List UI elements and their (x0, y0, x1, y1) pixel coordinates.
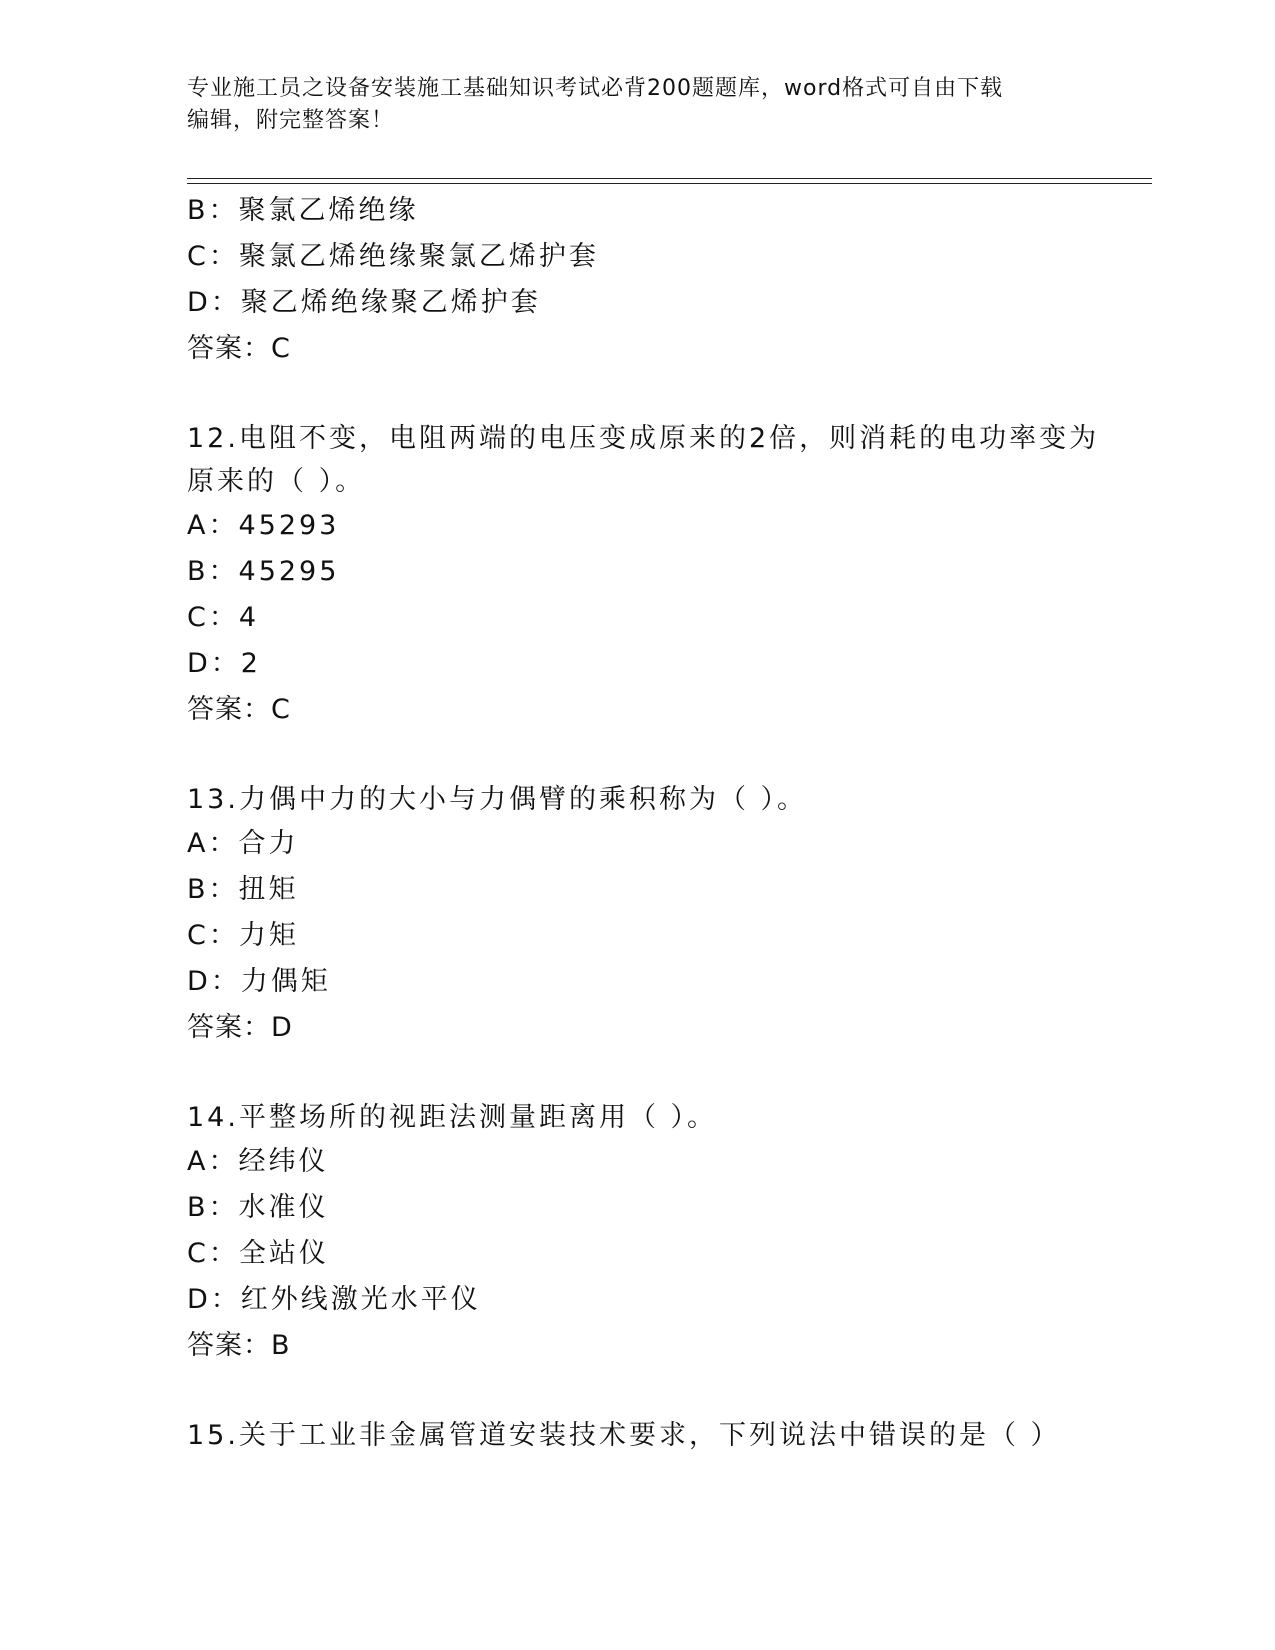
option-c: C：全站仪 (187, 1238, 329, 1269)
question-stem-line-1: 12.电阻不变，电阻两端的电压变成原来的2倍，则消耗的电功率变为 (187, 423, 1100, 454)
header-title-line-2: 编辑，附完整答案！ (187, 108, 395, 133)
question-15 (187, 1414, 1167, 1457)
header-divider-top (187, 178, 1152, 179)
spacer (187, 372, 1167, 417)
document-header (187, 73, 1087, 137)
spacer (187, 1369, 1167, 1414)
answer-line: 答案：C (187, 333, 291, 364)
question-12 (187, 417, 1167, 733)
option-a: A：45293 (187, 510, 340, 541)
answer-line: 答案：D (187, 1012, 293, 1043)
spacer (187, 733, 1167, 778)
question-14 (187, 1096, 1167, 1369)
option-d: D：2 (187, 648, 261, 679)
question-stem-line-2: 原来的（ ）。 (187, 466, 366, 497)
option-c: C：聚氯乙烯绝缘聚氯乙烯护套 (187, 241, 599, 272)
option-b: B：45295 (187, 556, 340, 587)
option-a: A：合力 (187, 828, 299, 859)
question-list (187, 188, 1167, 1457)
question-stem: 14.平整场所的视距法测量距离用（ ）。 (187, 1102, 718, 1133)
question-stem: 15.关于工业非金属管道安装技术要求，下列说法中错误的是（ ） (187, 1420, 1061, 1451)
header-divider-bottom (187, 183, 1152, 184)
spacer (187, 1051, 1167, 1096)
option-b: B：水准仪 (187, 1192, 329, 1223)
option-c: C：4 (187, 602, 260, 633)
answer-line: 答案：C (187, 694, 291, 725)
option-a: A：经纬仪 (187, 1146, 329, 1177)
header-title-line-1: 专业施工员之设备安装施工基础知识考试必背200题题库，word格式可自由下载 (187, 76, 1004, 101)
option-c: C：力矩 (187, 920, 299, 951)
question-13 (187, 778, 1167, 1051)
question-11-partial (187, 188, 1167, 372)
option-d: D：红外线激光水平仪 (187, 1284, 481, 1315)
answer-line: 答案：B (187, 1330, 291, 1361)
option-d: D：聚乙烯绝缘聚乙烯护套 (187, 287, 541, 318)
question-stem: 13.力偶中力的大小与力偶臂的乘积称为（ ）。 (187, 784, 808, 815)
option-b: B：扭矩 (187, 874, 299, 905)
option-b: B：聚氯乙烯绝缘 (187, 195, 419, 226)
option-d: D：力偶矩 (187, 966, 331, 997)
